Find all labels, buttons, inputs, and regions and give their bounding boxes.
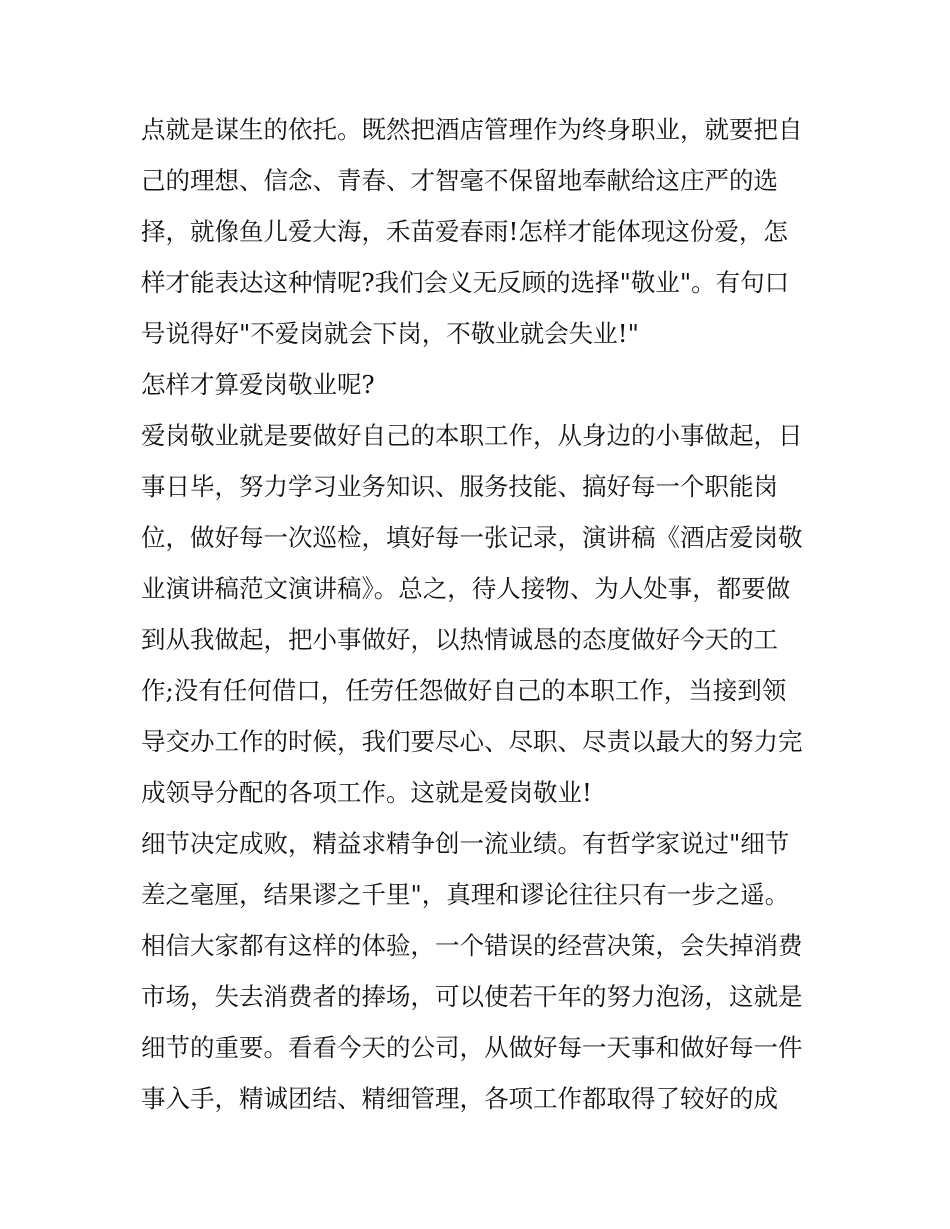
section-heading-line: 怎样才算爱岗敬业呢? [141, 370, 375, 399]
text-line: 细节决定成败，精益求精争创一流业绩。有哲学家说过"细节 [141, 829, 790, 858]
text-line: 细节的重要。看看今天的公司，从做好每一天事和做好每一件 [141, 1033, 803, 1062]
text-line: 号说得好"不爱岗就会下岗，不敬业就会失业!" [141, 319, 639, 348]
text-line: 相信大家都有这样的体验，一个错误的经营决策，会失掉消费 [141, 931, 803, 960]
text-line: 导交办工作的时候，我们要尽心、尽职、尽责以最大的努力完 [141, 727, 803, 756]
text-line: 事入手，精诚团结、精细管理，各项工作都取得了较好的成 [141, 1084, 778, 1113]
document-body [141, 104, 821, 1124]
text-line: 市场，失去消费者的捧场，可以使若干年的努力泡汤，这就是 [141, 982, 803, 1011]
text-line: 点就是谋生的依托。既然把酒店管理作为终身职业，就要把自 [141, 115, 803, 144]
text-line: 成领导分配的各项工作。这就是爱岗敬业! [141, 778, 592, 807]
text-line: 差之毫厘，结果谬之千里"，真理和谬论往往只有一步之遥。 [141, 880, 790, 909]
text-line: 业演讲稿范文演讲稿》。总之，待人接物、为人处事，都要做 [141, 574, 791, 603]
text-line: 作;没有任何借口，任劳任怨做好自己的本职工作，当接到领 [141, 676, 787, 705]
text-line: 事日毕，努力学习业务知识、服务技能、搞好每一个职能岗 [141, 472, 778, 501]
text-line: 位，做好每一次巡检，填好每一张记录，演讲稿《酒店爱岗敬 [141, 523, 803, 552]
text-line: 爱岗敬业就是要做好自己的本职工作，从身边的小事做起，日 [141, 421, 803, 450]
text-line: 样才能表达这种情呢?我们会义无反顾的选择"敬业"。有句口 [141, 268, 790, 297]
text-line: 到从我做起，把小事做好，以热情诚恳的态度做好今天的工 [141, 625, 778, 654]
text-line: 择，就像鱼儿爱大海，禾苗爱春雨!怎样才能体现这份爱，怎 [141, 217, 788, 246]
text-line: 己的理想、信念、青春、才智毫不保留地奉献给这庄严的选 [141, 166, 778, 195]
